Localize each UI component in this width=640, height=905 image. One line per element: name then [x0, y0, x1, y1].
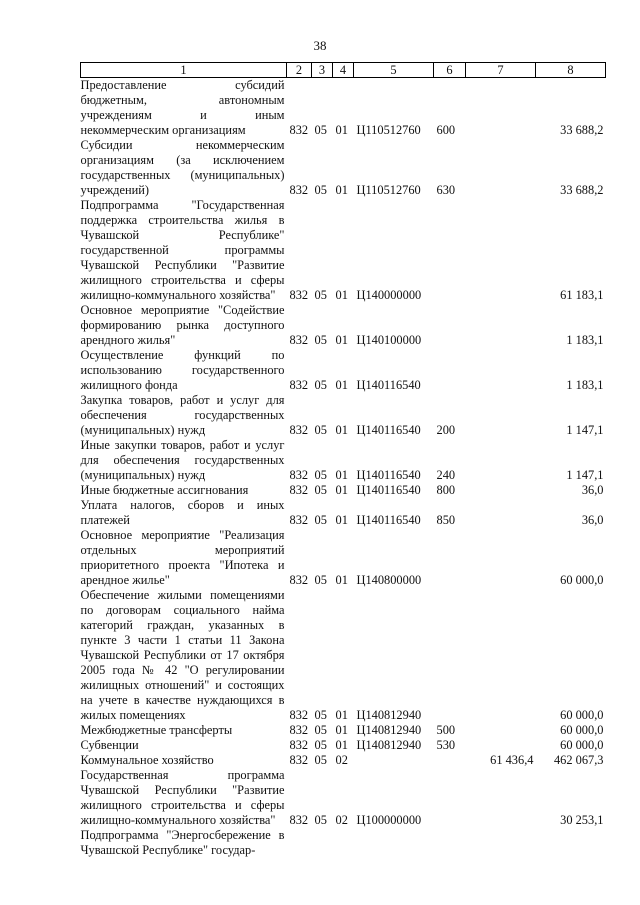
target-code: Ц140100000: [356, 333, 422, 347]
expense-type-code: [434, 828, 466, 858]
row-name: Подпрограмма "Энергосбережение в Чувашской Республике" государ-: [80, 828, 285, 857]
chapter-code: 832: [289, 483, 309, 497]
table-row: [81, 828, 606, 858]
table-row: [81, 768, 606, 828]
expense-type-code: [434, 753, 466, 768]
amount-col7: [466, 588, 536, 723]
section-code: [312, 828, 333, 858]
amount-col7: 61 436,4: [490, 753, 534, 767]
amount-col7: [466, 528, 536, 588]
column-header: 8: [536, 63, 606, 78]
amount-col7: [466, 348, 536, 393]
row-name: Закупка товаров, работ и услуг для обеспечения государственных (муниципальных) нужд: [80, 393, 285, 437]
subsection-code: 01: [335, 723, 348, 737]
chapter-code: 832: [289, 513, 309, 527]
chapter-code: [287, 828, 312, 858]
subsection-code: 01: [335, 468, 348, 482]
target-code: Ц140000000: [356, 288, 422, 302]
section-code: 05: [314, 483, 327, 497]
expense-type-code: 600: [436, 123, 456, 137]
column-header: 7: [466, 63, 536, 78]
table-row: [81, 528, 606, 588]
section-code: 05: [314, 423, 327, 437]
table-header-row: [81, 63, 606, 78]
subsection-code: 01: [335, 288, 348, 302]
amount-col8: 60 000,0: [560, 723, 604, 737]
row-name: Межбюджетные трансферты: [80, 723, 233, 737]
chapter-code: 832: [289, 813, 309, 827]
table-row: [81, 588, 606, 723]
column-header: 3: [312, 63, 333, 78]
expense-type-code: [434, 198, 466, 303]
amount-col7: [466, 303, 536, 348]
table-row: [81, 393, 606, 438]
section-code: 05: [314, 813, 327, 827]
amount-col8: 33 688,2: [560, 183, 604, 197]
amount-col7: [466, 768, 536, 828]
column-header: 1: [81, 63, 287, 78]
section-code: 05: [314, 513, 327, 527]
amount-col8: 60 000,0: [560, 708, 604, 722]
chapter-code: 832: [289, 333, 309, 347]
row-name: Основное мероприятие "Реализация отдельных мероприятий приоритетного проекта "Ипотека и арендное жилье": [80, 528, 285, 587]
expense-type-code: [434, 588, 466, 723]
amount-col7: [466, 393, 536, 438]
column-header: 2: [287, 63, 312, 78]
target-code: [354, 828, 434, 858]
amount-col7: [466, 138, 536, 198]
table-row: [81, 498, 606, 528]
chapter-code: 832: [289, 708, 309, 722]
target-code: Ц140116540: [356, 513, 421, 527]
table-row: [81, 738, 606, 753]
amount-col8: 61 183,1: [560, 288, 604, 302]
subsection-code: 01: [335, 378, 348, 392]
target-code: Ц140812940: [356, 738, 422, 752]
chapter-code: 832: [289, 123, 309, 137]
expense-type-code: 200: [436, 423, 456, 437]
row-name: Обеспечение жилыми помещениями по договорам социального найма категорий граждан, указанных в пункте 3 части 1 статьи 11 Закона Чувашской Республики от 17 октября 2005 года № 42 "О регулировании жилищных отношений" и состоящих на учете в качестве нуждающихся в жилых помещениях: [80, 588, 285, 722]
subsection-code: 02: [335, 753, 348, 767]
row-name: Субвенции: [80, 738, 139, 752]
target-code: Ц140116540: [356, 468, 421, 482]
page-number: 38: [313, 38, 327, 53]
table-row: [81, 483, 606, 498]
amount-col8: 36,0: [581, 513, 604, 527]
expense-type-code: 500: [436, 723, 456, 737]
section-code: 05: [314, 708, 327, 722]
amount-col7: [466, 498, 536, 528]
amount-col7: [466, 198, 536, 303]
row-name: Иные закупки товаров, работ и услуг для обеспечения государственных (муниципальных) нужд: [80, 438, 285, 482]
expense-type-code: 630: [436, 183, 456, 197]
target-code: Ц140812940: [356, 723, 422, 737]
amount-col8: 36,0: [581, 483, 604, 497]
table-row: [81, 198, 606, 303]
section-code: 05: [314, 753, 327, 767]
chapter-code: 832: [289, 723, 309, 737]
amount-col7: [466, 738, 536, 753]
chapter-code: 832: [289, 183, 309, 197]
chapter-code: 832: [289, 288, 309, 302]
section-code: 05: [314, 123, 327, 137]
column-header: 6: [434, 63, 466, 78]
subsection-code: 02: [335, 813, 348, 827]
amount-col8: 30 253,1: [560, 813, 604, 827]
subsection-code: 01: [335, 483, 348, 497]
budget-table: [80, 62, 606, 858]
amount-col8: 1 147,1: [566, 423, 604, 437]
section-code: 05: [314, 288, 327, 302]
amount-col8: 33 688,2: [560, 123, 604, 137]
row-name: Основное мероприятие "Содействие формированию рынка доступного арендного жилья": [80, 303, 285, 347]
expense-type-code: [434, 348, 466, 393]
section-code: 05: [314, 183, 327, 197]
expense-type-code: 850: [436, 513, 456, 527]
expense-type-code: [434, 768, 466, 828]
target-code: [354, 753, 434, 768]
expense-type-code: [434, 303, 466, 348]
expense-type-code: 240: [436, 468, 456, 482]
column-header: 5: [354, 63, 434, 78]
target-code: Ц100000000: [356, 813, 422, 827]
column-header: 4: [333, 63, 354, 78]
target-code: Ц110512760: [356, 123, 421, 137]
amount-col7: [466, 483, 536, 498]
section-code: 05: [314, 738, 327, 752]
chapter-code: 832: [289, 423, 309, 437]
table-row: [81, 78, 606, 139]
table-row: [81, 438, 606, 483]
expense-type-code: 800: [436, 483, 456, 497]
row-name: Предоставление субсидий бюджетным, автономным учреждениям и иным некоммерческим организациям: [80, 78, 285, 137]
row-name: Подпрограмма "Государственная поддержка строительства жилья в Чувашской Республике" государственной программы Чувашской Республики "Развитие жилищного строительства и сферы жилищно-коммунального хозяйства": [80, 198, 285, 302]
target-code: Ц140800000: [356, 573, 422, 587]
chapter-code: 832: [289, 468, 309, 482]
amount-col8: 1 183,1: [566, 333, 604, 347]
amount-col8: 1 147,1: [566, 468, 604, 482]
amount-col7: [466, 828, 536, 858]
table-row: [81, 348, 606, 393]
subsection-code: 01: [335, 123, 348, 137]
subsection-code: 01: [335, 423, 348, 437]
subsection-code: 01: [335, 573, 348, 587]
chapter-code: 832: [289, 378, 309, 392]
chapter-code: 832: [289, 753, 309, 767]
target-code: Ц110512760: [356, 183, 421, 197]
target-code: Ц140116540: [356, 378, 421, 392]
table-row: [81, 303, 606, 348]
row-name: Коммунальное хозяйство: [80, 753, 214, 767]
amount-col8: 462 067,3: [553, 753, 604, 767]
row-name: Иные бюджетные ассигнования: [80, 483, 249, 497]
row-name: Субсидии некоммерческим организациям (за исключением государственных (муниципальных) учреждений): [80, 138, 285, 197]
amount-col8: 1 183,1: [566, 378, 604, 392]
row-name: Осуществление функций по использованию государственного жилищного фонда: [80, 348, 285, 392]
amount-col8: [536, 828, 606, 858]
subsection-code: 01: [335, 708, 348, 722]
expense-type-code: 530: [436, 738, 456, 752]
section-code: 05: [314, 333, 327, 347]
amount-col7: [466, 723, 536, 738]
chapter-code: 832: [289, 738, 309, 752]
amount-col8: 60 000,0: [560, 573, 604, 587]
table-row: [81, 138, 606, 198]
row-name: Государственная программа Чувашской Республики "Развитие жилищного строительства и сферы жилищно-коммунального хозяйства": [80, 768, 285, 827]
subsection-code: 01: [335, 513, 348, 527]
section-code: 05: [314, 723, 327, 737]
amount-col8: 60 000,0: [560, 738, 604, 752]
table-body: [81, 78, 606, 859]
target-code: Ц140812940: [356, 708, 422, 722]
amount-col7: [466, 78, 536, 139]
chapter-code: 832: [289, 573, 309, 587]
section-code: 05: [314, 378, 327, 392]
subsection-code: 01: [335, 333, 348, 347]
subsection-code: [333, 828, 354, 858]
amount-col7: [466, 438, 536, 483]
target-code: Ц140116540: [356, 483, 421, 497]
table-row: [81, 753, 606, 768]
row-name: Уплата налогов, сборов и иных платежей: [80, 498, 285, 527]
expense-type-code: [434, 528, 466, 588]
target-code: Ц140116540: [356, 423, 421, 437]
subsection-code: 01: [335, 183, 348, 197]
section-code: 05: [314, 573, 327, 587]
section-code: 05: [314, 468, 327, 482]
subsection-code: 01: [335, 738, 348, 752]
table-row: [81, 723, 606, 738]
